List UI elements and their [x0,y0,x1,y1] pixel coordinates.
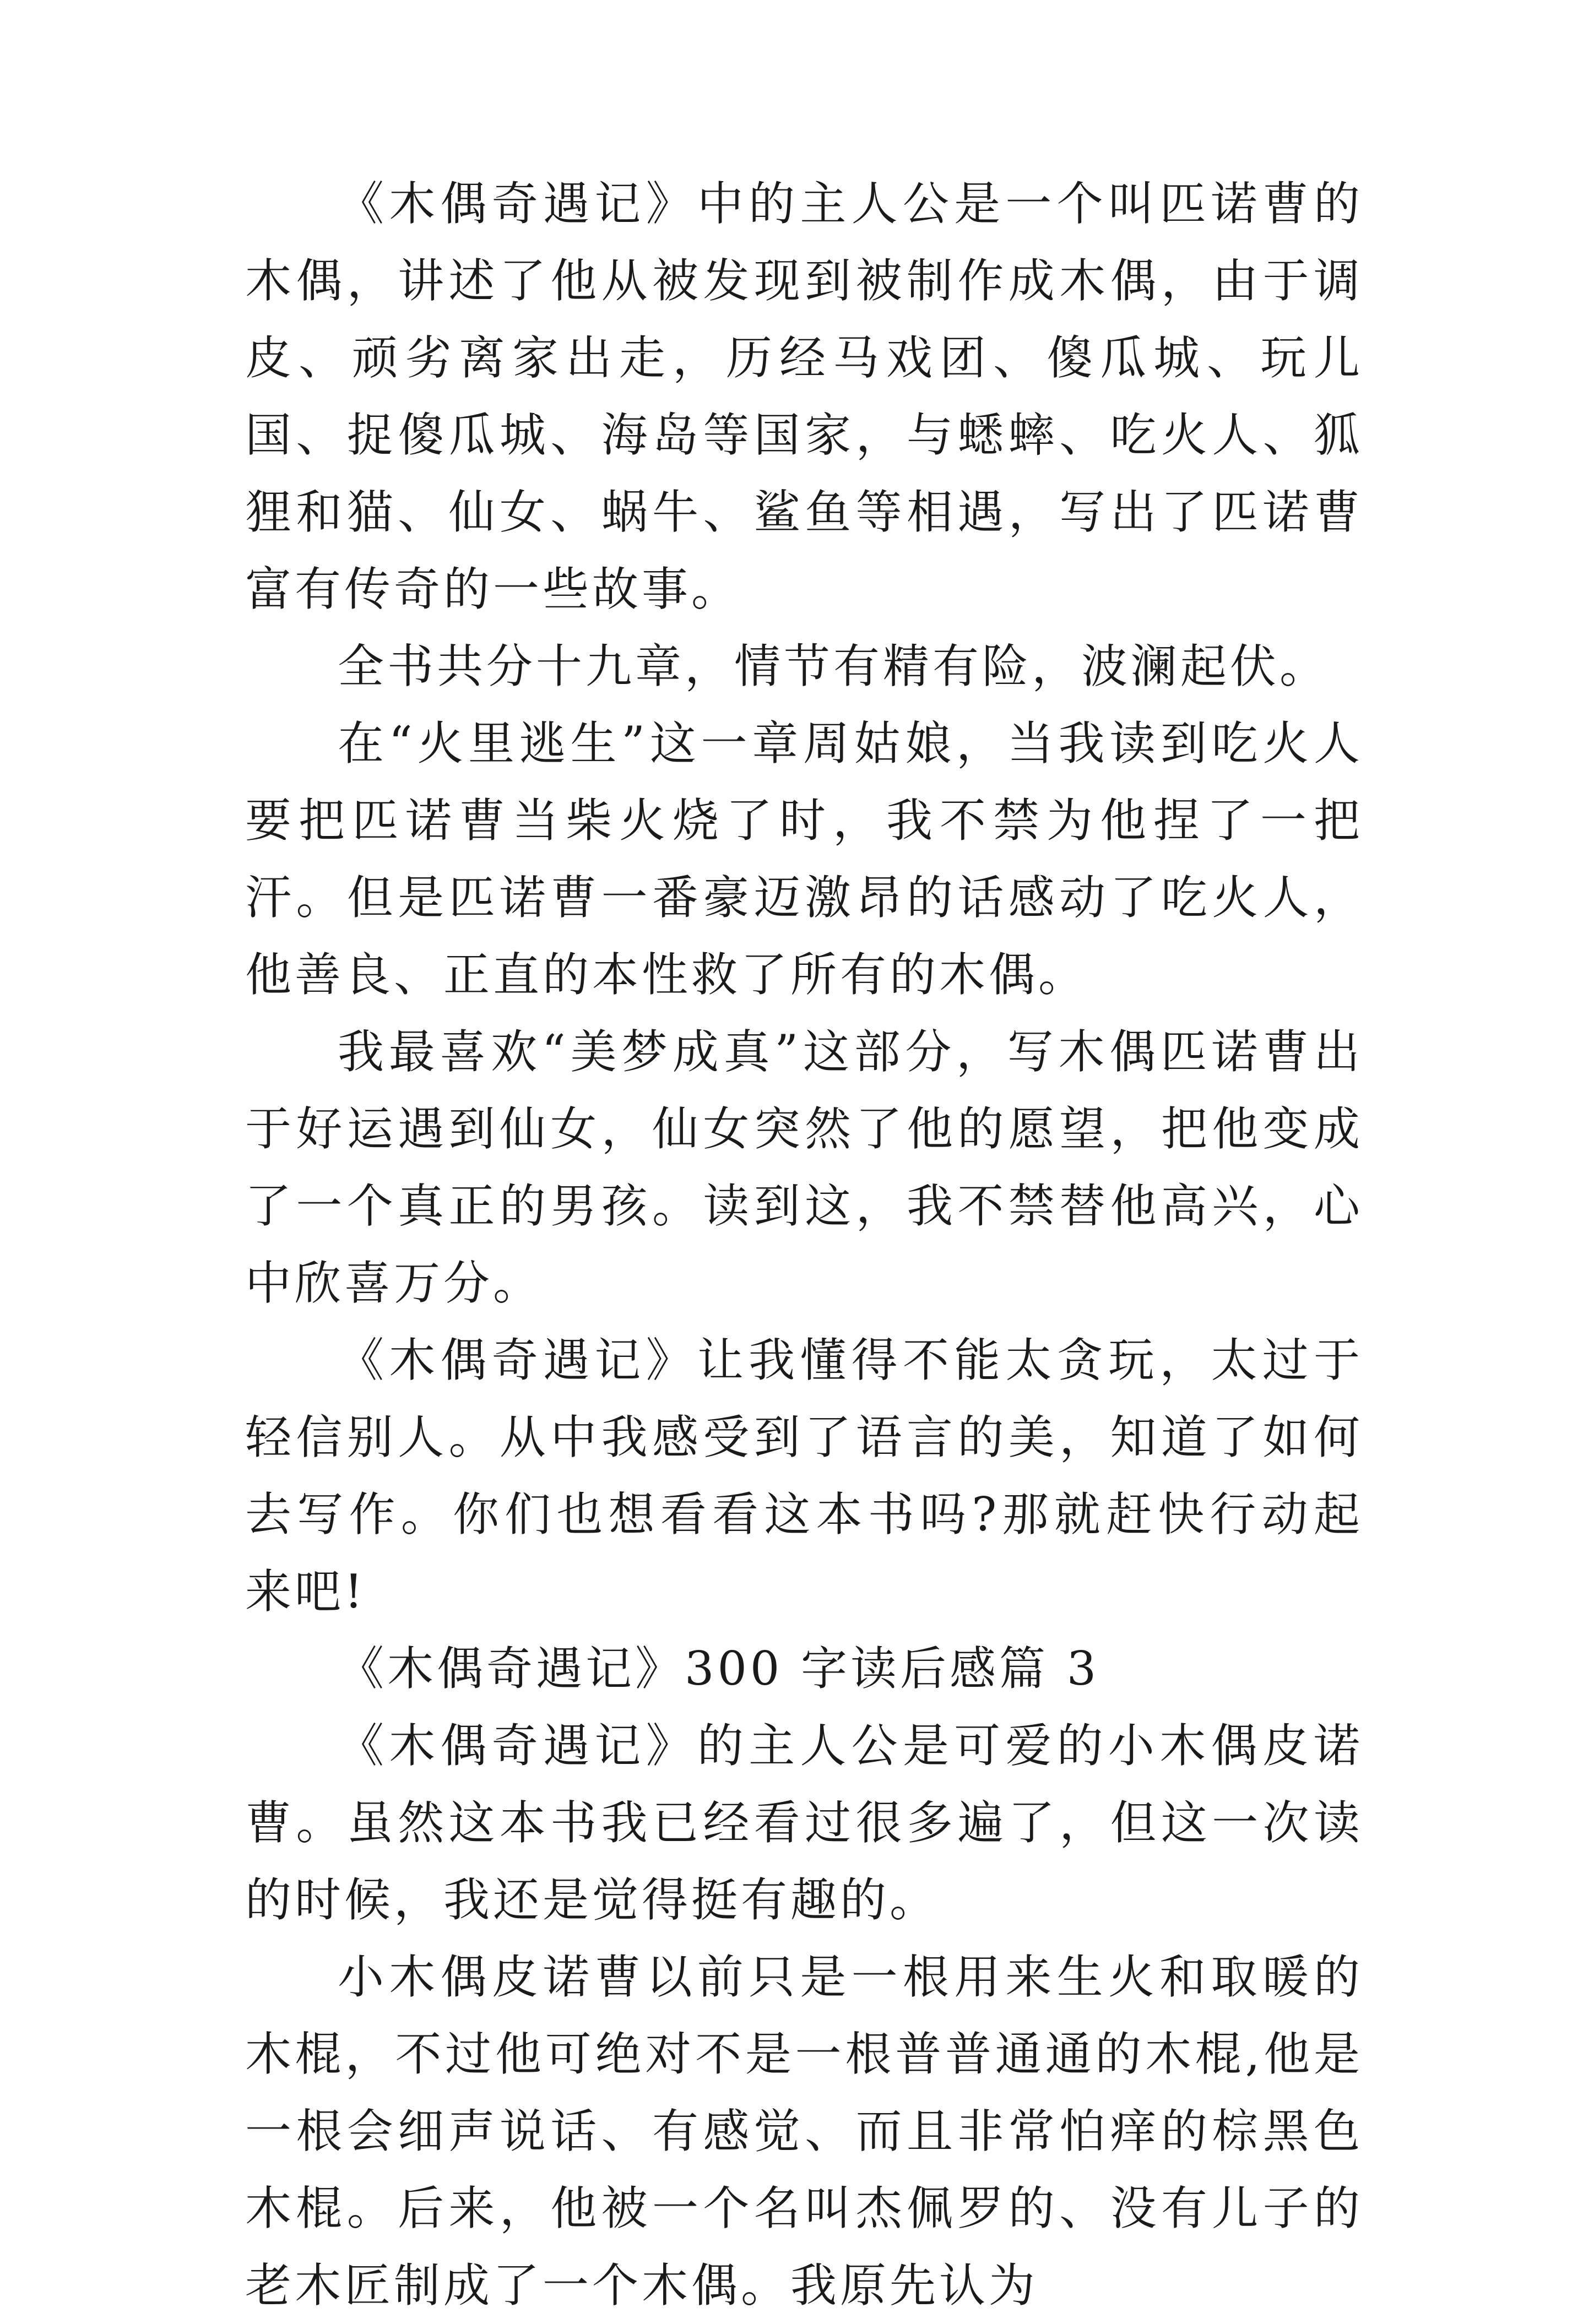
paragraph-5: 《木偶奇遇记》让我懂得不能太贪玩，太过于轻信别人。从中我感受到了语言的美，知道了如何去写作。你们也想看看这本书吗?那就赶快行动起来吧! [245,1333,1363,1619]
document-body [245,165,1363,2324]
paragraph-2: 全书共分十九章，情节有精有险，波澜起伏。 [338,639,1330,693]
paragraph-7: 小木偶皮诺曹以前只是一根用来生火和取暖的木棍，不过他可绝对不是一根普普通通的木棍,他是一根会细声说话、有感觉、而且非常怕痒的棕黑色木棍。后来，他被一个名叫杰佩罗的、没有儿子的老木匠制成了一个木偶。我原先认为 [245,1950,1363,2312]
section-heading: 《木偶奇遇记》300 字读后感篇 3 [338,1642,1100,1696]
paragraph-4: 我最喜欢“美梦成真”这部分，写木偶匹诺曹出于好运遇到仙女，仙女突然了他的愿望，把他变成了一个真正的男孩。读到这，我不禁替他高兴，心中欣喜万分。 [245,1025,1363,1310]
paragraph-3: 在“火里逃生”这一章周姑娘，当我读到吃火人要把匹诺曹当柴火烧了时，我不禁为他捏了一把汗。但是匹诺曹一番豪迈激昂的话感动了吃火人，他善良、正直的本性救了所有的木偶。 [245,716,1363,1002]
paragraph-6: 《木偶奇遇记》的主人公是可爱的小木偶皮诺曹。虽然这本书我已经看过很多遍了，但这一次读的时候，我还是觉得挺有趣的。 [245,1719,1363,1927]
paragraph-1: 《木偶奇遇记》中的主人公是一个叫匹诺曹的木偶，讲述了他从被发现到被制作成木偶，由于调皮、顽劣离家出走，历经马戏团、傻瓜城、玩儿国、捉傻瓜城、海岛等国家，与蟋蟀、吃火人、狐狸和猫、仙女、蜗牛、鲨鱼等相遇，写出了匹诺曹富有传奇的一些故事。 [245,177,1363,616]
